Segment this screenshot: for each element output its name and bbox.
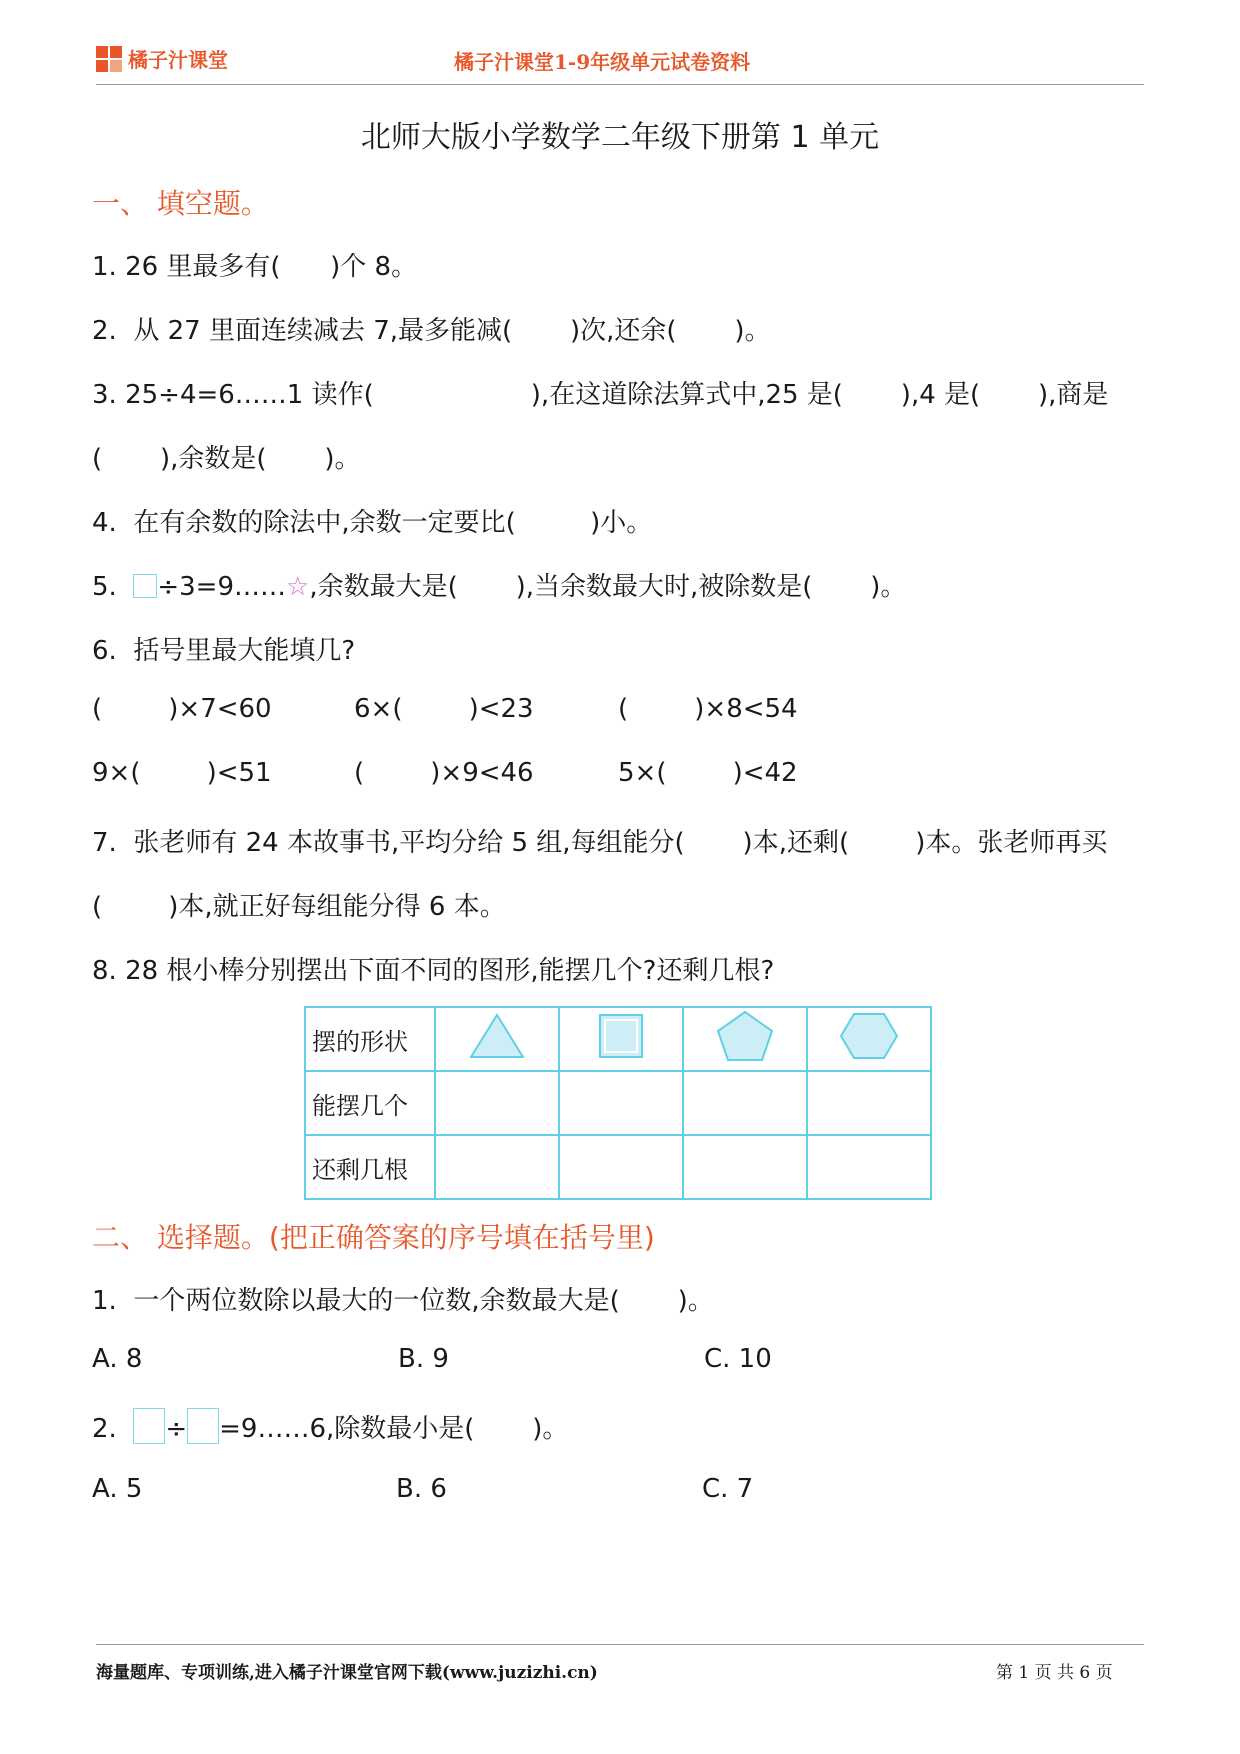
inequality-item: ( )×7<60 [92, 694, 272, 724]
option-c: C. 7 [702, 1474, 754, 1504]
answer-cell[interactable] [683, 1071, 807, 1135]
footer-divider [96, 1644, 1144, 1645]
table-row [305, 1007, 931, 1071]
star-icon: ☆ [286, 572, 310, 602]
header-title: 橘子汁课堂1-9年级单元试卷资料 [454, 50, 751, 74]
header-divider [96, 84, 1144, 85]
answer-cell[interactable] [435, 1071, 559, 1135]
table-row [305, 1071, 931, 1135]
question-1-4: 4. 在有余数的除法中,余数一定要比( )小。 [92, 508, 653, 538]
question-2-2 [92, 1408, 568, 1445]
question-1-3-line2: ( ),余数是( )。 [92, 444, 361, 474]
question-1-7-line2: ( )本,就正好每组能分得 6 本。 [92, 892, 506, 922]
inequality-item: ( )×8<54 [618, 694, 798, 724]
row-label: 能摆几个 [305, 1071, 435, 1135]
division-sign: ÷ [165, 1414, 188, 1444]
question-1-3-line1: 3. 25÷4=6……1 读作( ),在这道除法算式中,25 是( ),4 是( ),商是 [92, 380, 1109, 410]
square-icon [596, 1011, 646, 1061]
row-label: 还剩几根 [305, 1135, 435, 1199]
question-number: 2. [92, 1414, 117, 1444]
question-1-7-line1: 7. 张老师有 24 本故事书,平均分给 5 组,每组能分( )本,还剩( )本。张老师再买 [92, 828, 1108, 858]
row-label: 摆的形状 [305, 1007, 435, 1071]
question-text: =9……6,除数最小是( )。 [219, 1414, 569, 1444]
question-1-5 [92, 566, 906, 603]
answer-cell[interactable] [435, 1135, 559, 1199]
table-row [305, 1135, 931, 1199]
inequality-item: ( )×9<46 [354, 758, 534, 788]
page-title: 北师大版小学数学二年级下册第 1 单元 [360, 120, 880, 155]
shape-cell [683, 1007, 807, 1071]
shape-cell [559, 1007, 683, 1071]
shape-cell [435, 1007, 559, 1071]
question-1-6: 6. 括号里最大能填几? [92, 636, 356, 666]
triangle-icon [467, 1011, 527, 1061]
question-1-1: 1. 26 里最多有( )个 8。 [92, 252, 418, 282]
shapes-table [304, 1006, 932, 1200]
brand-logo-icon [96, 46, 124, 74]
footer-note: 海量题库、专项训练,进入橘子汁课堂官网下载(www.juzizhi.cn) [96, 1663, 598, 1683]
shape-cell [807, 1007, 931, 1071]
blank-box [133, 1408, 165, 1444]
blank-box [187, 1408, 219, 1444]
inequality-item: 6×( )<23 [354, 694, 534, 724]
option-b: B. 9 [398, 1344, 449, 1374]
blank-box [133, 574, 157, 598]
answer-cell[interactable] [559, 1071, 683, 1135]
answer-cell[interactable] [559, 1135, 683, 1199]
question-1-8: 8. 28 根小棒分别摆出下面不同的图形,能摆几个?还剩几根? [92, 956, 775, 986]
option-c: C. 10 [704, 1344, 772, 1374]
inequality-item: 5×( )<42 [618, 758, 798, 788]
question-1-2: 2. 从 27 里面连续减去 7,最多能减( )次,还余( )。 [92, 316, 771, 346]
question-number: 5. [92, 572, 117, 602]
question-text: ,余数最大是( ),当余数最大时,被除数是( )。 [309, 572, 907, 602]
pentagon-icon [715, 1009, 775, 1063]
section-2-heading: 二、 选择题。(把正确答案的序号填在括号里) [92, 1221, 655, 1254]
inequality-item: 9×( )<51 [92, 758, 272, 788]
brand-name: 橘子汁课堂 [128, 48, 228, 72]
question-text: ÷3=9…… [157, 572, 286, 602]
answer-cell[interactable] [683, 1135, 807, 1199]
section-1-heading: 一、 填空题。 [92, 187, 269, 220]
answer-cell[interactable] [807, 1071, 931, 1135]
hexagon-icon [839, 1011, 899, 1061]
option-a: A. 5 [92, 1474, 143, 1504]
option-b: B. 6 [396, 1474, 447, 1504]
page-number: 第 1 页 共 6 页 [996, 1663, 1113, 1683]
option-a: A. 8 [92, 1344, 143, 1374]
question-2-1: 1. 一个两位数除以最大的一位数,余数最大是( )。 [92, 1286, 714, 1316]
answer-cell[interactable] [807, 1135, 931, 1199]
